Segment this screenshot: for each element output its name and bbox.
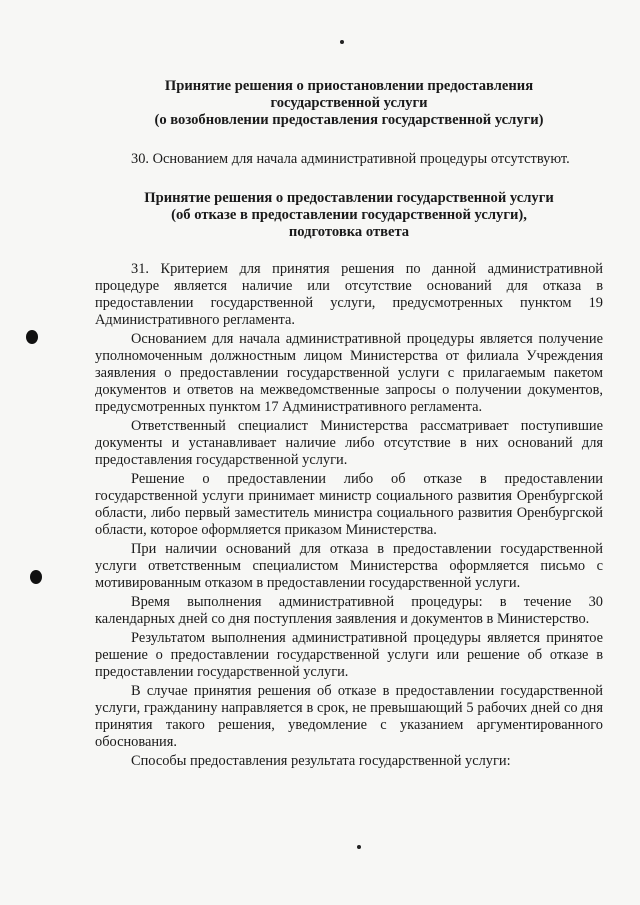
heading-line: Принятие решения о приостановлении предоставления <box>164 78 534 94</box>
section-heading-decision <box>95 190 603 241</box>
heading-line: (об отказе в предоставлении государственной услуги), <box>171 207 527 223</box>
heading-line: (о возобновлении предоставления государственной услуги) <box>154 112 544 128</box>
paragraph-30: 30. Основанием для начала административной процедуры отсутствуют. <box>131 151 570 167</box>
document-body <box>95 78 603 770</box>
section-heading-suspension <box>95 78 603 129</box>
paragraph-31: 31. Критерием для принятия решения по данной административной процедуре является наличие или отсутствие оснований для отказа в предоставлении государственной услуги, предусмотренных пунктом 19 Административного регламента. <box>95 261 603 328</box>
paragraph-notification: В случае принятия решения об отказе в предоставлении государственной услуги, гражданину направляется в срок, не превышающий 5 рабочих дней со дня принятия такого решения, уведомление с указанием аргументированного обоснования. <box>95 683 603 750</box>
paragraph-result: Результатом выполнения административной процедуры является принятое решение о предоставлении государственной услуги или решение об отказе в предоставлении государственной услуги. <box>95 630 603 680</box>
paragraph-methods: Способы предоставления результата государственной услуги: <box>131 753 511 769</box>
heading-line: Принятие решения о предоставлении государственной услуги <box>144 190 554 206</box>
paragraph-review: Ответственный специалист Министерства рассматривает поступившие документы и устанавливает наличие либо отсутствие в них оснований для предоставления государственной услуги. <box>95 418 603 468</box>
scan-speck <box>357 845 361 849</box>
heading-line: государственной услуги <box>270 95 428 111</box>
heading-line: подготовка ответа <box>288 224 410 240</box>
punch-hole-top <box>26 330 38 344</box>
punch-hole-bottom <box>30 570 42 584</box>
paragraph-time: Время выполнения административной процедуры: в течение 30 календарных дней со дня поступления заявления и документов в Министерство. <box>95 594 603 627</box>
scan-speck <box>340 40 344 44</box>
paragraph-refusal-letter: При наличии оснований для отказа в предоставлении государственной услуги ответственным специалистом Министерства оформляется письмо с мотивированным отказом в предоставлении государственной услуги. <box>95 541 603 591</box>
paragraph-grounds: Основанием для начала административной процедуры является получение уполномоченным должностным лицом Министерства от филиала Учреждения заявления о предоставлении государственной услуги с прилагаемым пакетом документов и ответов на межведомственные запросы о получении документов, предусмотренных пунктом 17 Административного регламента. <box>95 331 603 415</box>
paragraph-decision: Решение о предоставлении либо об отказе в предоставлении государственной услуги принимает министр социального развития Оренбургской области, либо первый заместитель министра социального развития Оренбургской области, которое оформляется приказом Министерства. <box>95 471 603 538</box>
